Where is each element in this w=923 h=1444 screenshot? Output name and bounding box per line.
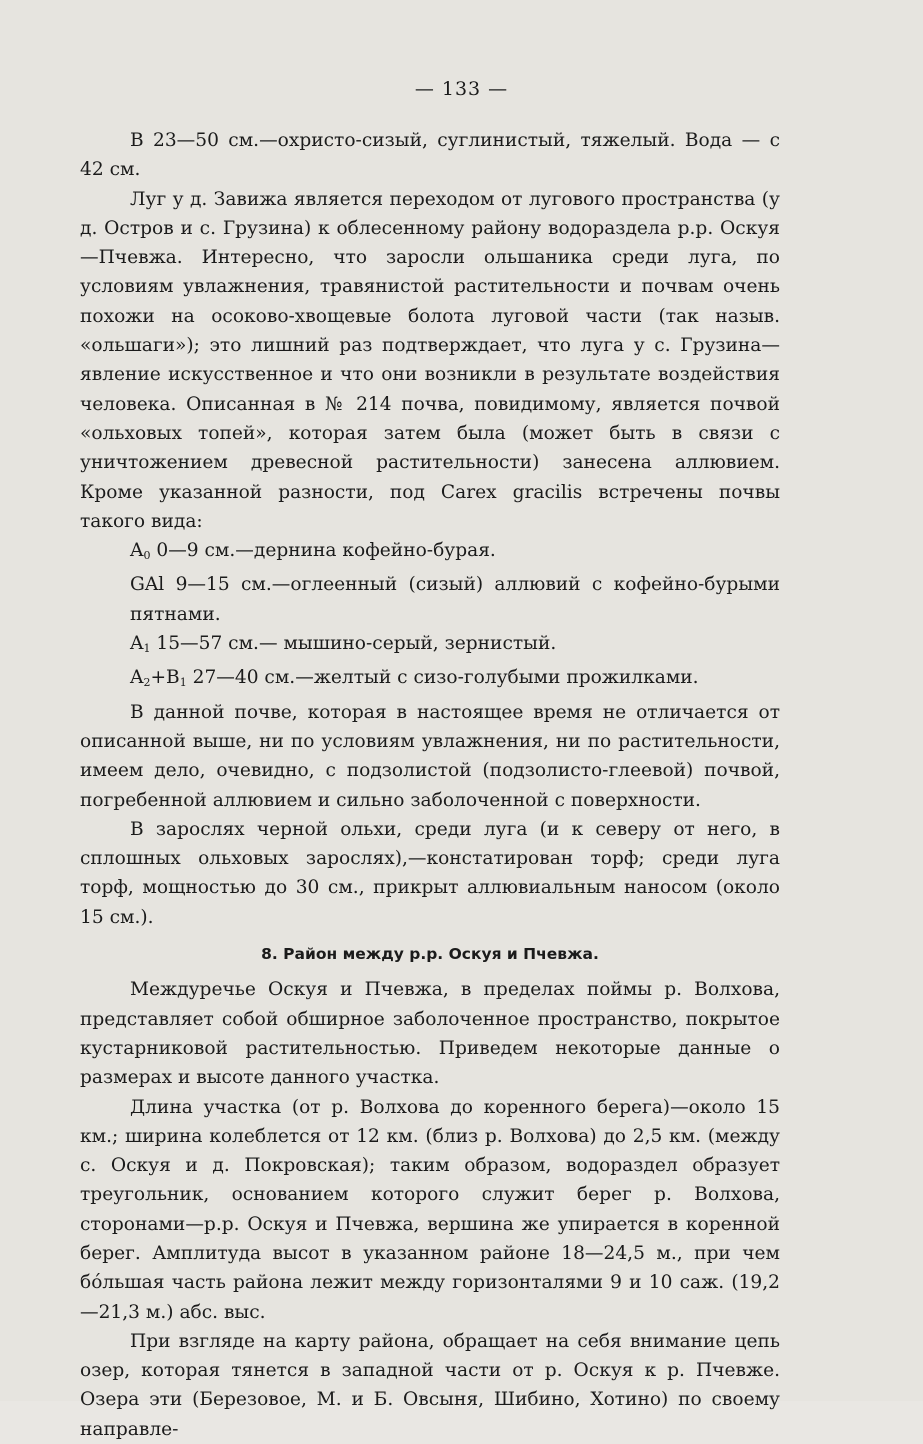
soil-horizon-gal bbox=[80, 570, 780, 629]
soil-horizon-a0 bbox=[80, 536, 780, 570]
horizon-label: A bbox=[130, 540, 144, 562]
horizon-description: 15—57 см.— мышино-серый, зернистый. bbox=[156, 633, 557, 655]
paragraph-7: При взгляде на карту района, обращает на себя внимание цепь озер, которая тянется в западной части от р. Оскуя к р. Пчевже. Озера эти (Березовое, М. и Б. Овсыня, Шибино, Хотино) по своему направле- bbox=[80, 1330, 780, 1440]
section-heading: 8. Район между р.р. Оскуя и Пчевжа. bbox=[261, 945, 599, 964]
paragraph-5: Междуречье Оскуя и Пчевжа, в пределах поймы р. Волхова, представляет собой обширное заболоченное пространство, покрытое кустарниковой растительностью. Приведем некоторые данные о размерах и высоте данного участка. bbox=[80, 979, 780, 1089]
horizon-subscript: 0 bbox=[143, 549, 151, 563]
paragraph-1: В 23—50 см.—охристо-сизый, суглинистый, тяжелый. Вода — с 42 см. bbox=[80, 130, 780, 181]
paragraph-2: Луг у д. Завижа является переходом от лугового пространства (у д. Остров и с. Грузина) к облесенному району водораздела р.р. Оскуя—Пчевжа. Интересно, что заросли ольшаника среди луга, по условиям увлажнения, травянистой растительности и почвам очень похожи на осоково-хвощевые болота луговой части (так назыв. «ольшаги»); это лишний раз подтверждает, что луга у с. Грузина—явление искусственное и что они возникли в результате воздействия человека. Описанная в № 214 почва, повидимому, является почвой «ольховых топей», которая затем была (может быть в связи с уничтожением древесной растительности) занесена аллювием. Кроме указанной разности, под Carex gracilis встречены почвы такого вида: bbox=[80, 188, 780, 532]
horizon-label: A bbox=[130, 667, 144, 689]
horizon-label-b: +B bbox=[150, 667, 180, 689]
horizon-label: A bbox=[130, 633, 144, 655]
horizon-label: GAl bbox=[130, 574, 165, 596]
horizon-description: 0—9 см.—дернина кофейно-бурая. bbox=[156, 540, 496, 562]
paragraph-4: В зарослях черной ольхи, среди луга (и к северу от него, в сплошных ольховых зарослях),—констатирован торф; среди луга торф, мощностью до 30 см., прикрыт аллювиальным наносом (около 15 см.). bbox=[80, 818, 780, 928]
paragraph-3: В данной почве, которая в настоящее время не отличается от описанной выше, ни по условиям увлажнения, ни по растительности, имеем дело, очевидно, с подзолистой (подзолисто-глеевой) почвой, погребенной аллювием и сильно заболоченной с поверхности. bbox=[80, 701, 780, 811]
paragraph-6: Длина участка (от р. Волхова до коренного берега)—около 15 км.; ширина колеблется от 12 км. (близ р. Волхова) до 2,5 км. (между с. Оскуя и д. Покровская); таким образом, водораздел образует треугольник, основанием которого служит берег р. Волхова, сторонами—р.р. Оскуя и Пчевжа, вершина же упирается в коренной берег. Амплитуда высот в указанном районе 18—24,5 м., при чем бо́льшая часть района лежит между горизонталями 9 и 10 саж. (19,2—21,3 м.) абс. выс. bbox=[80, 1096, 780, 1323]
body-text bbox=[80, 126, 780, 1444]
horizon-description: 27—40 см.—желтый с сизо-голубыми прожилками. bbox=[192, 667, 699, 689]
horizon-subscript-b: 1 bbox=[179, 676, 187, 690]
horizon-subscript: 1 bbox=[143, 642, 151, 656]
soil-horizon-a2b1 bbox=[80, 663, 780, 697]
horizon-description: 9—15 см.—оглеенный (сизый) аллювий с кофейно-бурыми пятнами. bbox=[130, 574, 780, 625]
soil-horizon-a1 bbox=[80, 629, 780, 663]
horizon-subscript: 2 bbox=[143, 676, 151, 690]
page-number: — 133 — bbox=[414, 78, 509, 100]
